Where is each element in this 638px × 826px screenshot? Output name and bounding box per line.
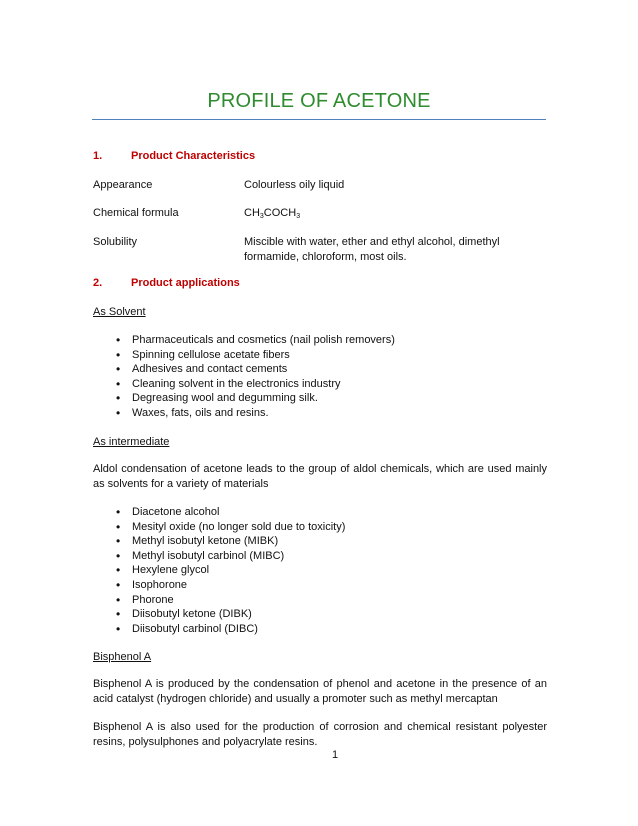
list-item: • Diisobutyl ketone (DIBK) [116,607,345,622]
solubility-label: Solubility [93,236,138,248]
list-item: • Degreasing wool and degumming silk. [116,391,395,406]
intermediate-heading: As intermediate [93,436,170,448]
section-1-number: 1. [93,150,103,162]
list-item: • Spinning cellulose acetate fibers [116,348,395,363]
appearance-value: Colourless oily liquid [244,179,345,191]
solubility-value-line1: Miscible with water, ether and ethyl alcohol, dimethyl [244,236,500,248]
page-title: PROFILE OF ACETONE [207,90,431,112]
section-1-title: Product Characteristics [131,150,256,162]
section-2-number: 2. [93,277,103,289]
list-item: • Methyl isobutyl carbinol (MIBC) [116,549,345,564]
formula-subscript: 3 [296,213,301,220]
page-number: 1 [331,749,339,761]
solvent-heading: As Solvent [93,306,146,318]
bisphenol-paragraph-1: Bisphenol A is produced by the condensation of phenol and acetone in the presence of an acid catalyst (hydrogen chloride) and usually a promoter such as methyl mercaptan [93,678,547,705]
list-item: • Methyl isobutyl ketone (MIBK) [116,534,345,549]
appearance-label: Appearance [93,179,153,191]
formula-label: Chemical formula [93,207,179,219]
list-item: • Isophorone [116,578,345,593]
formula-part: COCH [263,207,297,219]
list-item: • Hexylene glycol [116,563,345,578]
solubility-value-line2: formamide, chloroform, most oils. [244,251,407,263]
list-item: • Phorone [116,593,345,608]
formula-part: CH [244,207,260,219]
list-item: • Mesityl oxide (no longer sold due to toxicity) [116,520,345,535]
formula-subscript: 3 [259,213,264,220]
intermediate-paragraph: Aldol condensation of acetone leads to the group of aldol chemicals, which are used mainly as solvents for a variety of materials [93,463,547,490]
formula-value [244,206,300,221]
title-underline-rule [92,119,546,120]
bisphenol-heading: Bisphenol A [93,651,152,663]
list-item: • Adhesives and contact cements [116,362,395,377]
list-item: • Diacetone alcohol [116,505,345,520]
intermediate-list [116,505,345,636]
solvent-list [116,333,395,421]
list-item: • Waxes, fats, oils and resins. [116,406,395,421]
list-item: • Cleaning solvent in the electronics industry [116,377,395,392]
section-2-title: Product applications [131,277,240,289]
bisphenol-paragraph-2: Bisphenol A is also used for the production of corrosion and chemical resistant polyester resins, polysulphones and polyacrylate resins. [93,721,547,748]
list-item: • Diisobutyl carbinol (DIBC) [116,622,345,637]
list-item: • Pharmaceuticals and cosmetics (nail polish removers) [116,333,395,348]
